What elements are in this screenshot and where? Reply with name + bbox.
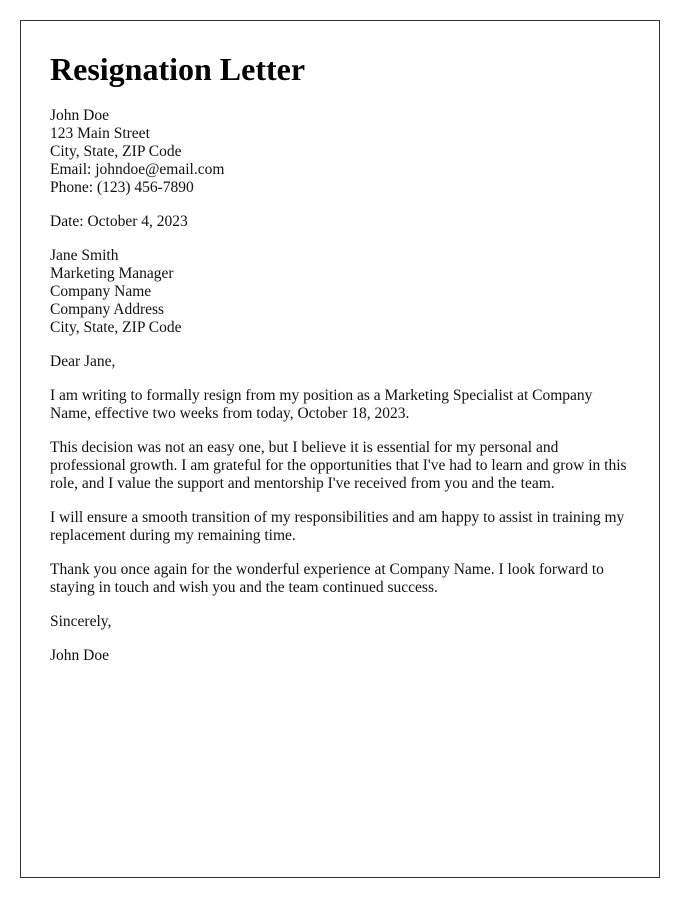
- letter-title: Resignation Letter: [50, 51, 306, 87]
- sender-street: 123 Main Street: [50, 125, 150, 142]
- recipient-block: [50, 247, 635, 337]
- salutation: Dear Jane,: [50, 353, 116, 370]
- sender-email: Email: johndoe@email.com: [50, 161, 225, 178]
- sender-city: City, State, ZIP Code: [50, 143, 182, 160]
- recipient-address: Company Address: [50, 301, 165, 318]
- letter-date: Date: October 4, 2023: [50, 213, 188, 230]
- body-paragraph: I will ensure a smooth transition of my responsibilities and am happy to assist in training my replacement during my remaining time.: [50, 509, 625, 544]
- recipient-name: Jane Smith: [50, 247, 119, 264]
- sender-name: John Doe: [50, 107, 109, 124]
- body-paragraph: Thank you once again for the wonderful experience at Company Name. I look forward to staying in touch and wish you and the team continued success.: [50, 561, 604, 596]
- closing: Sincerely,: [50, 613, 112, 630]
- sender-block: [50, 107, 635, 197]
- date-block: [50, 213, 635, 231]
- body-paragraph: This decision was not an easy one, but I believe it is essential for my personal and professional growth. I am grateful for the opportunities that I've had to learn and grow in this role, and I value the support and mentorship I've received from you and the team.: [50, 439, 627, 492]
- letter-page: [20, 20, 660, 878]
- letter-content: [50, 49, 635, 681]
- recipient-city: City, State, ZIP Code: [50, 319, 182, 336]
- recipient-title: Marketing Manager: [50, 265, 174, 282]
- signature-name: John Doe: [50, 647, 109, 664]
- body-paragraph: I am writing to formally resign from my position as a Marketing Specialist at Company Name, effective two weeks from today, October 18, 2023.: [50, 387, 593, 422]
- recipient-company: Company Name: [50, 283, 152, 300]
- sender-phone: Phone: (123) 456-7890: [50, 179, 194, 196]
